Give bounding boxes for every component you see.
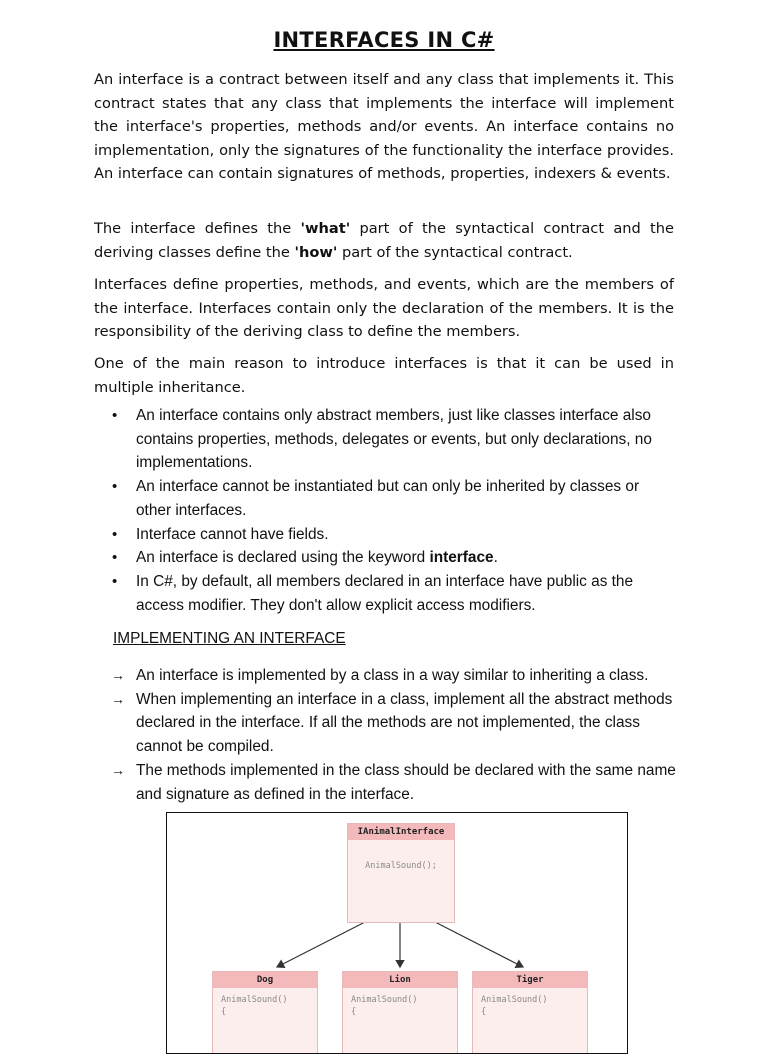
interface-box-title: IAnimalInterface: [348, 824, 454, 840]
list-item: [112, 570, 676, 617]
class-box-title: Tiger: [473, 972, 587, 988]
list-item-text: Interface cannot have fields.: [136, 525, 329, 543]
page-title: INTERFACES IN C#: [273, 28, 495, 52]
interface-box: [347, 823, 455, 923]
list-item-text-end: .: [493, 549, 498, 567]
paragraph-members: Interfaces define properties, methods, and events, which are the members of the interface. Interfaces contain only the declaration of the members. It is the responsibility of the deriving class to define the members.: [94, 276, 674, 340]
arrow-right-icon: →: [111, 761, 125, 778]
arrow-to-tiger: [433, 921, 523, 967]
list-item-text: An interface contains only abstract members, just like classes interface also contains properties, methods, delegates or events, but only declarations, no implementations.: [136, 407, 652, 472]
class-box-brace: {: [351, 1007, 357, 1017]
arrow-list: [111, 664, 676, 806]
keyword-interface: interface: [429, 549, 494, 567]
class-box-body: [473, 988, 587, 1024]
list-item: [112, 546, 676, 570]
list-item: [111, 664, 676, 688]
list-item-text: An interface is implemented by a class in a way similar to inheriting a class.: [136, 667, 649, 684]
class-box-method: AnimalSound(): [351, 995, 418, 1005]
class-box-dog: [212, 971, 318, 1054]
bullet-list: [112, 404, 676, 617]
p2-text-c: part of the syntactical contract and the deriving classes define the: [94, 220, 674, 261]
p2-what: 'what': [300, 220, 351, 237]
class-box-tiger: [472, 971, 588, 1054]
arrow-right-icon: →: [111, 690, 125, 707]
interface-box-method: AnimalSound();: [365, 861, 437, 871]
bullet-icon: •: [112, 525, 118, 543]
paragraph-multiple-inheritance: One of the main reason to introduce interfaces is that it can be used in multiple inheritance.: [94, 355, 674, 396]
list-item: [112, 404, 676, 475]
p2-text-e: part of the syntactical contract.: [337, 243, 573, 261]
list-item-text: An interface is declared using the keyword: [136, 549, 430, 567]
list-item-text: When implementing an interface in a class, implement all the abstract methods declared in the interface. If all the methods are not implemented, the class cannot be compiled.: [136, 690, 673, 756]
arrow-to-dog: [277, 921, 367, 967]
bullet-icon: •: [112, 478, 118, 496]
class-box-title: Lion: [343, 972, 457, 988]
class-box-method: AnimalSound(): [481, 995, 548, 1005]
paragraph-definition: An interface is a contract between itself and any class that implements it. This contract states that any class that implements the interface will implement the interface's properties, methods and/or events. An interface contains no implementation, only the signatures of the functionality the interface provides. An interface can contain signatures of methods, properties, indexers & events.: [94, 71, 674, 182]
list-item: [111, 759, 676, 806]
list-item-text: In C#, by default, all members declared in an interface have public as the access modifier. They don't allow explicit access modifiers.: [136, 572, 634, 614]
class-box-body: [343, 988, 457, 1024]
p2-how: 'how': [294, 243, 338, 261]
list-item: [112, 475, 676, 522]
section-heading-implementing: IMPLEMENTING AN INTERFACE: [113, 630, 346, 647]
p2-text-a: The interface defines the: [94, 220, 301, 237]
bullet-icon: •: [112, 407, 118, 424]
arrow-right-icon: →: [111, 667, 125, 683]
interface-diagram: [166, 812, 628, 1054]
class-box-title: Dog: [213, 972, 317, 988]
class-box-brace: {: [481, 1007, 487, 1017]
list-item: [112, 523, 676, 547]
class-box-brace: {: [221, 1007, 227, 1017]
bullet-icon: •: [112, 572, 118, 590]
class-box-method: AnimalSound(): [221, 995, 288, 1005]
paragraph-what-how: [94, 217, 674, 264]
class-box-body: [213, 988, 317, 1024]
list-item: [111, 688, 676, 759]
list-item-text: The methods implemented in the class should be declared with the same name and signature as defined in the interface.: [136, 761, 676, 803]
list-item-text: An interface cannot be instantiated but can only be inherited by classes or other interfaces.: [136, 478, 640, 519]
bullet-icon: •: [112, 549, 118, 567]
class-box-lion: [342, 971, 458, 1054]
